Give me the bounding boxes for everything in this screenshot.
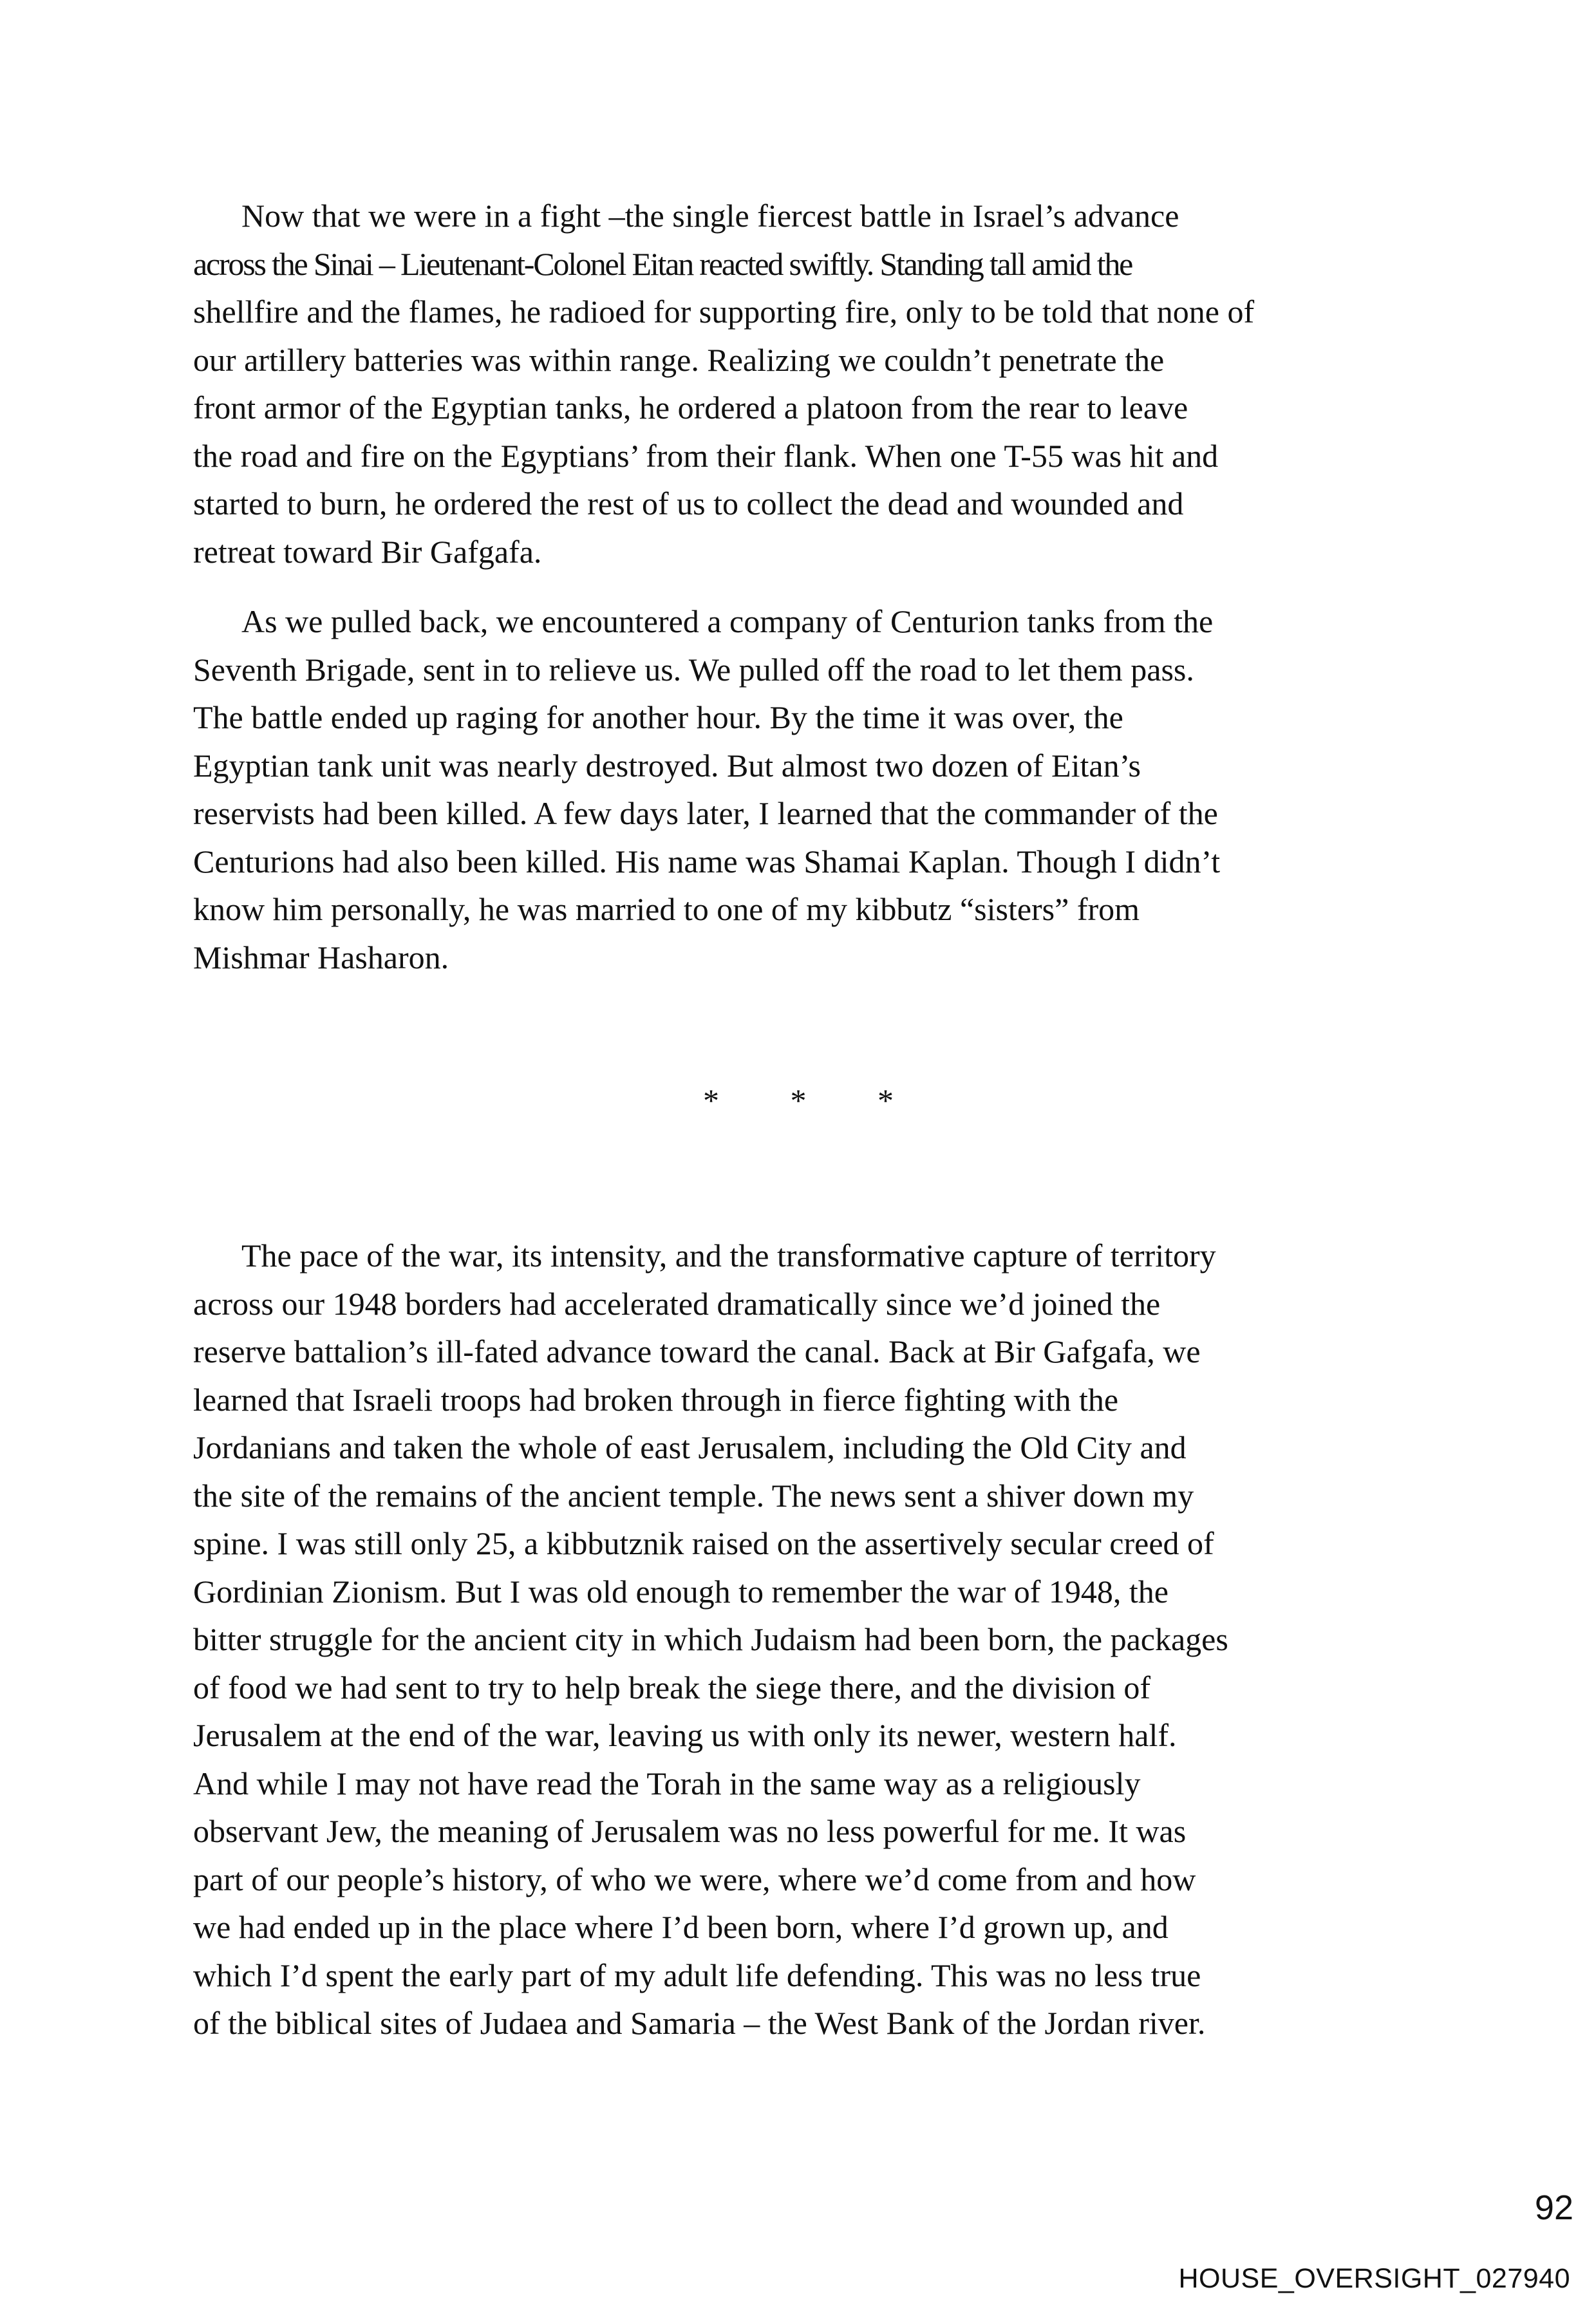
- text-line: the road and fire on the Egyptians’ from their flank. When one T-55 was hit and: [193, 437, 1219, 474]
- text-line: retreat toward Bir Gafgafa.: [193, 533, 542, 570]
- text-line: Now that we were in a fight –the single fiercest battle in Israel’s advance: [241, 198, 1179, 234]
- paragraph-battle-retreat: [193, 192, 1404, 576]
- page-number: 92: [1534, 2188, 1573, 2227]
- bates-number: HOUSE_OVERSIGHT_027940: [1178, 2263, 1570, 2294]
- text-line: our artillery batteries was within range. Realizing we couldn’t penetrate the: [193, 341, 1165, 378]
- text-line: which I’d spent the early part of my adult life defending. This was no less true: [193, 1957, 1201, 1993]
- text-line: started to burn, he ordered the rest of us to collect the dead and wounded and: [193, 485, 1184, 522]
- text-line: the site of the remains of the ancient temple. The news sent a shiver down my: [193, 1477, 1194, 1514]
- text-line: Egyptian tank unit was nearly destroyed. But almost two dozen of Eitan’s: [193, 747, 1141, 784]
- text-line: know him personally, he was married to one of my kibbutz “sisters” from: [193, 891, 1140, 927]
- text-line: across our 1948 borders had accelerated dramatically since we’d joined the: [193, 1285, 1161, 1322]
- text-line: we had ended up in the place where I’d been born, where I’d grown up, and: [193, 1909, 1169, 1945]
- text-line: spine. I was still only 25, a kibbutznik raised on the assertively secular creed of: [193, 1525, 1214, 1561]
- text-line: The pace of the war, its intensity, and the transformative capture of territory: [241, 1237, 1216, 1274]
- text-line: Centurions had also been killed. His name was Shamai Kaplan. Though I didn’t: [193, 843, 1221, 879]
- section-break-asterisks: * * *: [703, 1082, 894, 1118]
- text-line: shellfire and the flames, he radioed for supporting fire, only to be told that none of: [193, 294, 1255, 330]
- text-line: reservists had been killed. A few days later, I learned that the commander of the: [193, 795, 1218, 831]
- text-line: reserve battalion’s ill-fated advance toward the canal. Back at Bir Gafgafa, we: [193, 1333, 1201, 1369]
- text-line: Seventh Brigade, sent in to relieve us. We pulled off the road to let them pass.: [193, 651, 1194, 688]
- text-line: Jerusalem at the end of the war, leaving us with only its newer, western half.: [193, 1717, 1177, 1753]
- text-line: Jordanians and taken the whole of east Jerusalem, including the Old City and: [193, 1429, 1187, 1465]
- text-line: across the Sinai – Lieutenant-Colonel Eitan reacted swiftly. Standing tall amid the: [193, 245, 1132, 282]
- text-line: of food we had sent to try to help break the siege there, and the division of: [193, 1669, 1151, 1706]
- paragraph-jerusalem: [193, 1232, 1404, 2047]
- text-line: And while I may not have read the Torah in the same way as a religiously: [193, 1765, 1141, 1801]
- text-line: The battle ended up raging for another hour. By the time it was over, the: [193, 699, 1123, 735]
- text-line: front armor of the Egyptian tanks, he ordered a platoon from the rear to leave: [193, 390, 1188, 426]
- paragraph-centurion-tanks: [193, 597, 1404, 981]
- text-line: observant Jew, the meaning of Jerusalem was no less powerful for me. It was: [193, 1813, 1187, 1849]
- text-line: of the biblical sites of Judaea and Samaria – the West Bank of the Jordan river.: [193, 2005, 1206, 2041]
- text-line: As we pulled back, we encountered a company of Centurion tanks from the: [241, 603, 1214, 639]
- text-line: learned that Israeli troops had broken through in fierce fighting with the: [193, 1381, 1119, 1418]
- text-line: Mishmar Hasharon.: [193, 939, 449, 975]
- text-line: Gordinian Zionism. But I was old enough to remember the war of 1948, the: [193, 1573, 1169, 1610]
- text-line: bitter struggle for the ancient city in which Judaism had been born, the packages: [193, 1621, 1228, 1657]
- text-line: part of our people’s history, of who we were, where we’d come from and how: [193, 1861, 1196, 1897]
